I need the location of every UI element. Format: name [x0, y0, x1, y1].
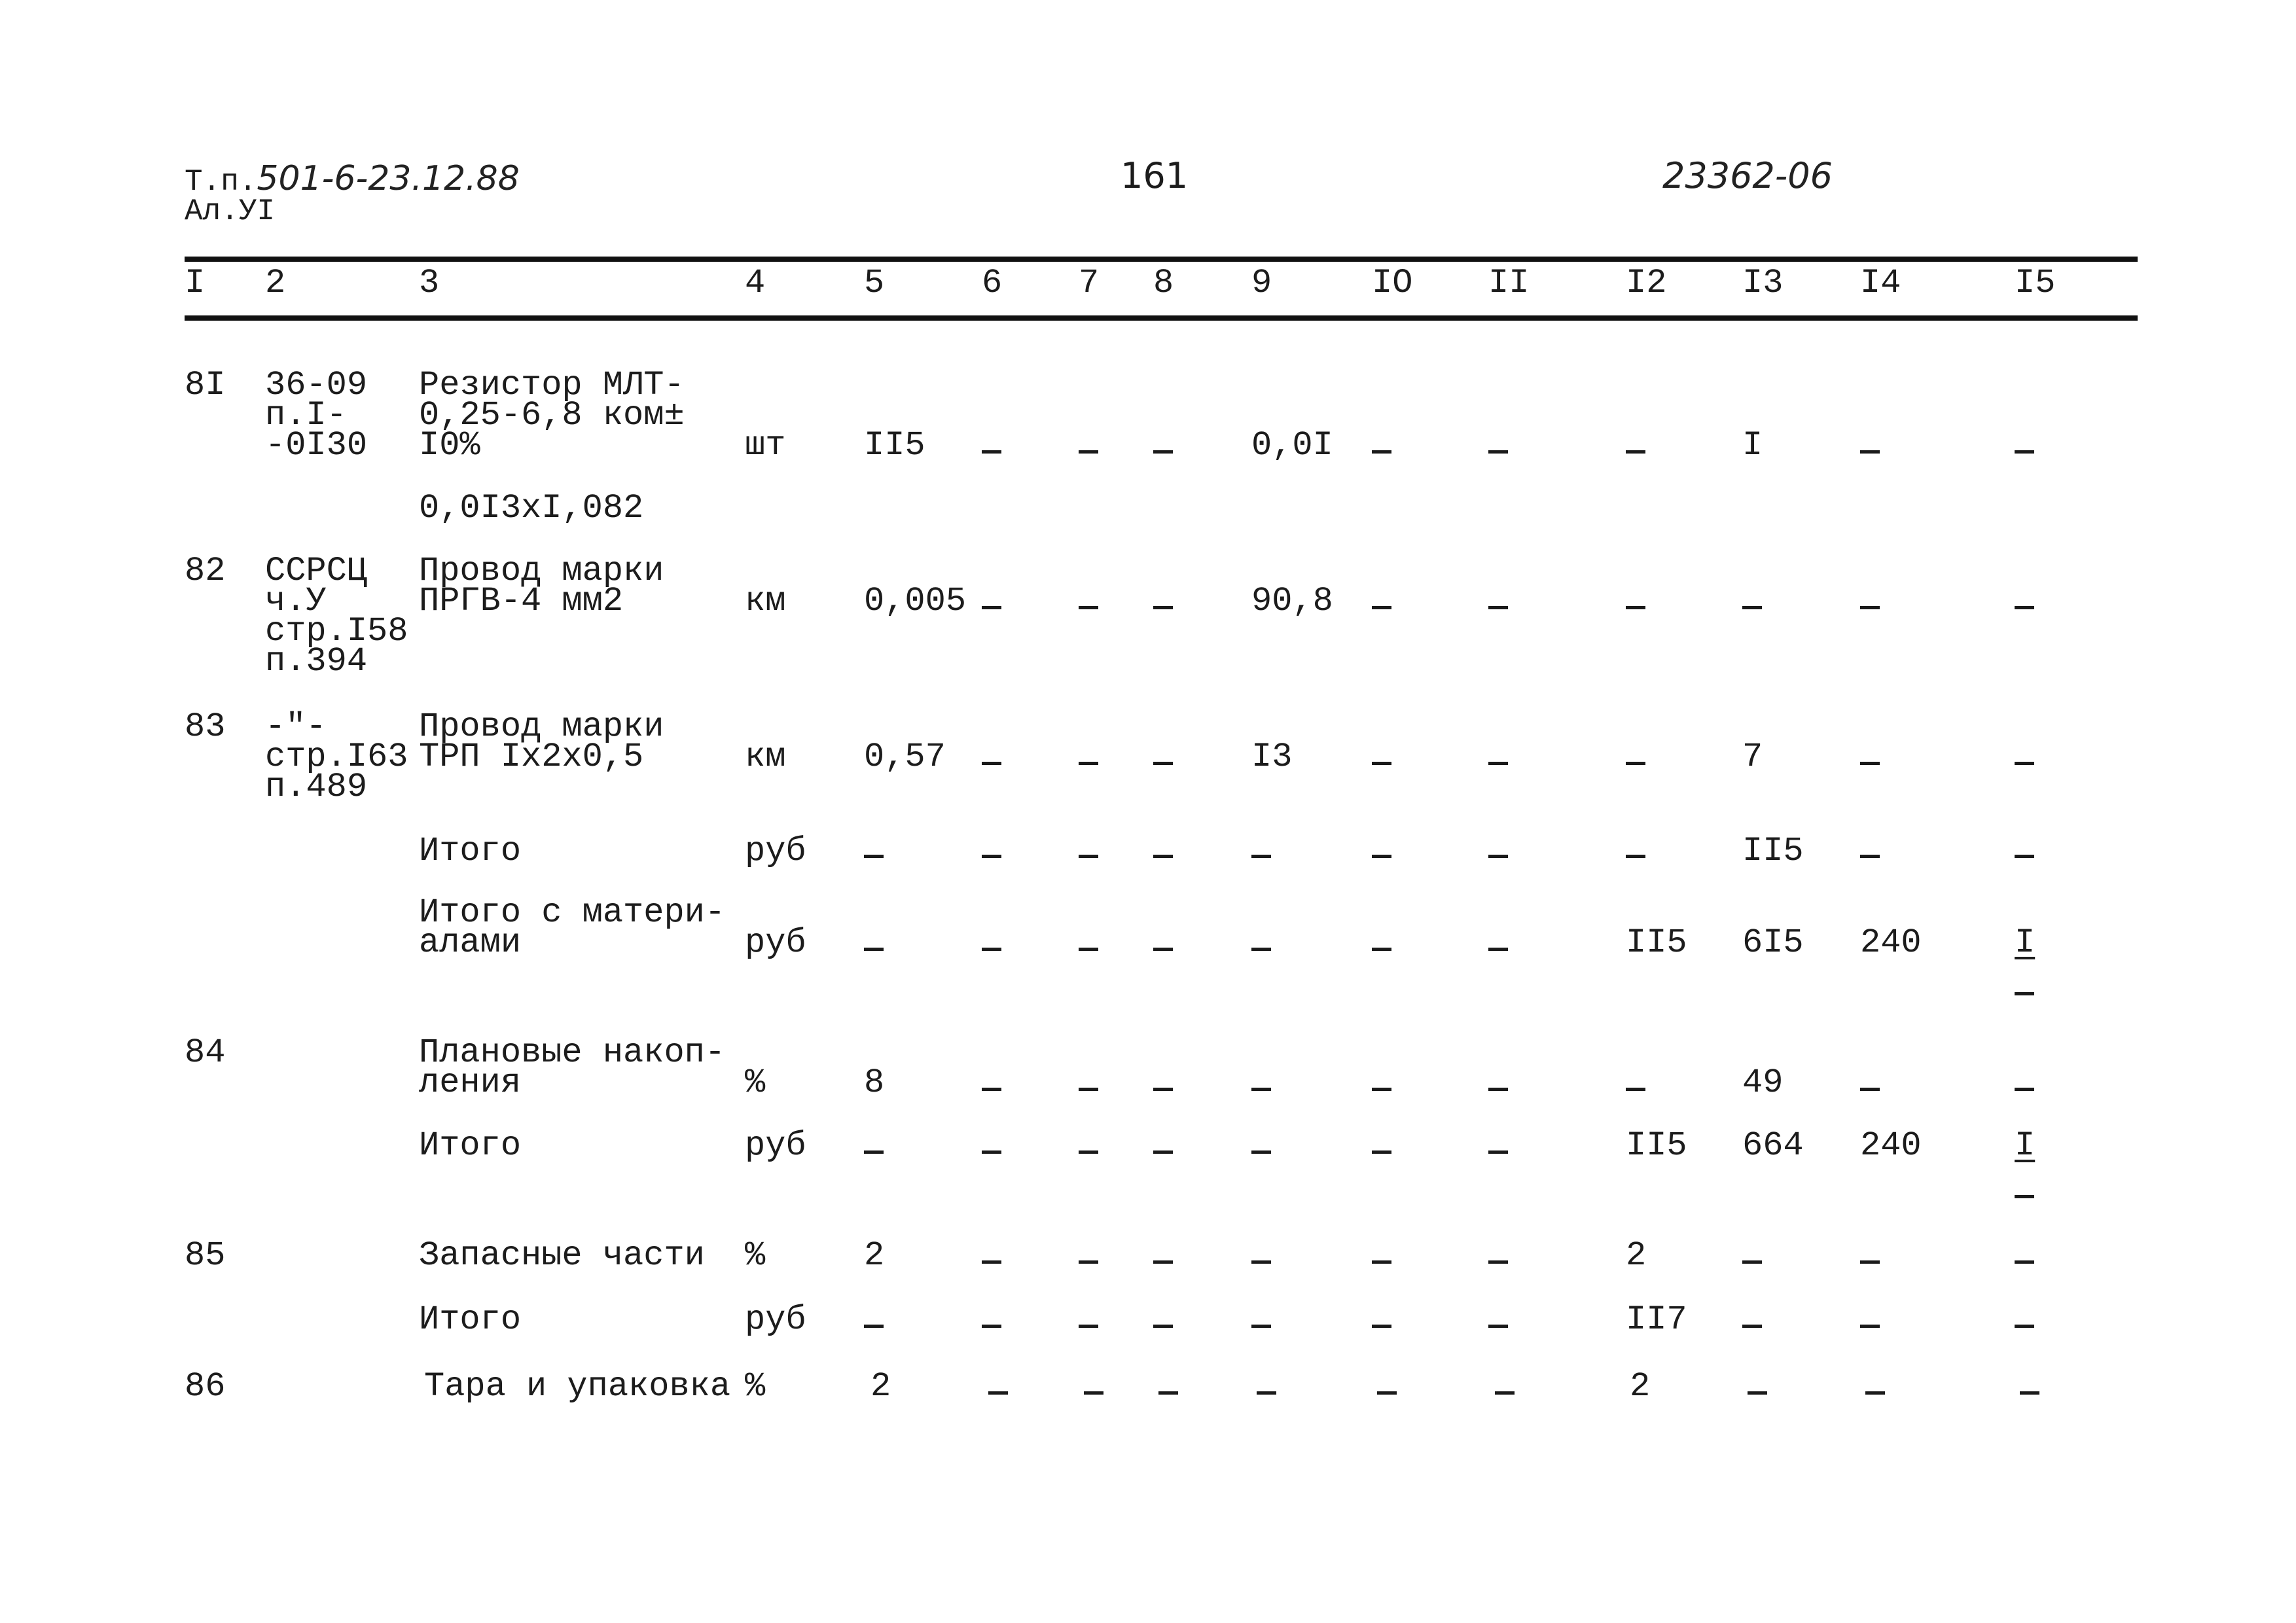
dash-mark — [1251, 1088, 1271, 1091]
item-name-line: ПРГВ-4 мм2 — [419, 582, 624, 620]
unit-cell: шт — [745, 426, 786, 465]
dash-mark — [1865, 1391, 1885, 1395]
item-name-line: Провод марки — [419, 552, 664, 590]
col13-cell: I — [1742, 426, 1763, 465]
item-name-line: Плановые накоп- — [419, 1033, 726, 1072]
dash-mark — [1251, 1325, 1271, 1328]
dash-mark — [1079, 606, 1098, 609]
item-name-line: 0,0I3хI,082 — [419, 489, 644, 527]
row-number: 85 — [185, 1236, 226, 1275]
unit-cell: руб — [745, 1126, 806, 1165]
dash-mark — [1372, 1260, 1391, 1264]
col13-cell: 7 — [1742, 738, 1763, 776]
col-num-7: 7 — [1079, 264, 1100, 302]
dash-mark — [1860, 606, 1880, 609]
dash-mark — [1748, 1391, 1767, 1395]
quantity-cell: 0,57 — [864, 738, 946, 776]
dash-mark — [864, 948, 884, 951]
dash-mark — [1860, 762, 1880, 765]
doc-number: 23362-06 — [1662, 155, 1833, 196]
dash-mark — [1488, 1325, 1508, 1328]
dash-mark — [1079, 1088, 1098, 1091]
col-num-10: IO — [1372, 264, 1413, 302]
normative-ref-line: ССРСЦ — [265, 552, 368, 590]
dash-mark — [982, 1325, 1001, 1328]
dash-mark — [1153, 762, 1173, 765]
dash-mark — [982, 606, 1001, 609]
dash-mark — [1084, 1391, 1103, 1395]
dash-mark — [1377, 1391, 1397, 1395]
dash-mark — [1860, 1325, 1880, 1328]
col-num-6: 6 — [982, 264, 1003, 302]
quantity-cell: 2 — [870, 1367, 891, 1406]
dash-mark — [864, 1325, 884, 1328]
dash-mark — [1626, 762, 1645, 765]
item-name-line: 0,25-6,8 ком± — [419, 396, 685, 435]
col-num-9: 9 — [1251, 264, 1272, 302]
dash-mark — [1251, 1150, 1271, 1154]
dash-mark — [1626, 855, 1645, 858]
dash-mark — [1153, 855, 1173, 858]
col15-cell: I — [2015, 1126, 2036, 1165]
normative-ref-line: ч.У — [265, 582, 327, 620]
dash-mark — [1079, 948, 1098, 951]
dash-mark — [864, 855, 884, 858]
dash-mark — [982, 1260, 1001, 1264]
normative-ref-line: стр.I63 — [265, 738, 408, 776]
item-name-line: Итого — [419, 1126, 522, 1165]
dash-mark — [2015, 762, 2034, 765]
page-number: 161 — [1121, 155, 1189, 196]
table-top-rule — [185, 257, 2138, 262]
dash-mark — [2015, 606, 2034, 609]
dash-mark — [2015, 992, 2034, 995]
dash-mark — [2015, 1195, 2034, 1198]
dash-mark — [1626, 606, 1645, 609]
col12-cell: II7 — [1626, 1300, 1687, 1339]
dash-mark — [1372, 606, 1391, 609]
project-code: 501-6-23.12.88 — [257, 159, 520, 198]
dash-mark — [1372, 450, 1391, 454]
dash-mark — [1488, 1150, 1508, 1154]
dash-mark — [982, 1088, 1001, 1091]
item-name-line: алами — [419, 923, 522, 962]
row-number: 84 — [185, 1033, 226, 1072]
dash-mark — [1626, 1088, 1645, 1091]
dash-mark — [982, 450, 1001, 454]
item-name-line: Провод марки — [419, 707, 664, 746]
item-name-line: ления — [419, 1063, 522, 1102]
dash-mark — [864, 1150, 884, 1154]
dash-mark — [1495, 1391, 1515, 1395]
normative-ref-line: п.394 — [265, 642, 368, 681]
item-name-line: ТРП Iх2х0,5 — [419, 738, 644, 776]
dash-mark — [1079, 1325, 1098, 1328]
project-prefix: Т.п. — [185, 165, 257, 199]
dash-mark — [1251, 1260, 1271, 1264]
row-number: 83 — [185, 707, 226, 746]
dash-mark — [1153, 1088, 1173, 1091]
col-num-12: I2 — [1626, 264, 1667, 302]
item-name-line: Итого с матери- — [419, 893, 726, 932]
col12-cell: II5 — [1626, 1126, 1687, 1165]
dash-mark — [1158, 1391, 1178, 1395]
doc-header-project — [185, 159, 520, 199]
item-name-line: Запасные части — [419, 1236, 705, 1275]
quantity-cell: 2 — [864, 1236, 885, 1275]
dash-mark — [1860, 855, 1880, 858]
col13-cell: 49 — [1742, 1063, 1784, 1102]
col-num-4: 4 — [745, 264, 766, 302]
dash-mark — [1372, 948, 1391, 951]
item-name-line: Тара и упаковка — [424, 1367, 731, 1406]
dash-mark — [2015, 450, 2034, 454]
dash-mark — [1372, 1150, 1391, 1154]
unit-cell: руб — [745, 923, 806, 962]
col-num-13: I3 — [1742, 264, 1784, 302]
dash-mark — [982, 948, 1001, 951]
dash-mark — [1153, 948, 1173, 951]
normative-ref-line: п.489 — [265, 768, 368, 806]
dash-mark — [2020, 1391, 2039, 1395]
col15-cell: I — [2015, 923, 2036, 962]
dash-mark — [1257, 1391, 1276, 1395]
quantity-cell: 8 — [864, 1063, 885, 1102]
dash-mark — [1153, 1325, 1173, 1328]
dash-mark — [1079, 450, 1098, 454]
col12-cell: 2 — [1630, 1367, 1651, 1406]
normative-ref-line: -0I30 — [265, 426, 368, 465]
col-num-14: I4 — [1860, 264, 1901, 302]
col12-cell: II5 — [1626, 923, 1687, 962]
dash-mark — [1372, 1325, 1391, 1328]
dash-mark — [1488, 1088, 1508, 1091]
col-num-11: II — [1488, 264, 1530, 302]
dash-mark — [1153, 450, 1173, 454]
dash-mark — [2015, 1260, 2034, 1264]
col9-cell: 90,8 — [1251, 582, 1333, 620]
dash-mark — [1742, 606, 1762, 609]
dash-mark — [2015, 1325, 2034, 1328]
dash-mark — [1372, 762, 1391, 765]
item-name-line: I0% — [419, 426, 480, 465]
dash-mark — [1488, 450, 1508, 454]
quantity-cell: II5 — [864, 426, 925, 465]
dash-mark — [1153, 606, 1173, 609]
quantity-cell: 0,005 — [864, 582, 967, 620]
col14-cell: 240 — [1860, 1126, 1922, 1165]
dash-mark — [1742, 1325, 1762, 1328]
normative-ref-line: 36-09 — [265, 366, 368, 404]
dash-mark — [982, 1150, 1001, 1154]
dash-mark — [1251, 948, 1271, 951]
dash-mark — [1626, 450, 1645, 454]
item-name-line: Итого — [419, 1300, 522, 1339]
col13-cell: 6I5 — [1742, 923, 1804, 962]
normative-ref-line: п.I- — [265, 396, 347, 435]
col-num-15: I5 — [2015, 264, 2056, 302]
unit-cell: % — [745, 1236, 766, 1275]
dash-mark — [1488, 948, 1508, 951]
dash-mark — [1079, 1260, 1098, 1264]
col9-cell: 0,0I — [1251, 426, 1333, 465]
row-number: 8I — [185, 366, 226, 404]
col-num-5: 5 — [864, 264, 885, 302]
dash-mark — [1860, 450, 1880, 454]
item-name-line: Итого — [419, 832, 522, 870]
row-number: 82 — [185, 552, 226, 590]
dash-mark — [1488, 762, 1508, 765]
dash-mark — [1860, 1088, 1880, 1091]
unit-cell: % — [745, 1063, 766, 1102]
dash-mark — [1742, 1260, 1762, 1264]
dash-mark — [1251, 855, 1271, 858]
unit-cell: руб — [745, 832, 806, 870]
dash-mark — [1153, 1150, 1173, 1154]
col13-cell: II5 — [1742, 832, 1804, 870]
dash-mark — [982, 762, 1001, 765]
col12-cell: 2 — [1626, 1236, 1647, 1275]
dash-mark — [1079, 855, 1098, 858]
dash-mark — [988, 1391, 1008, 1395]
col-num-3: 3 — [419, 264, 440, 302]
col13-cell: 664 — [1742, 1126, 1804, 1165]
dash-mark — [1372, 1088, 1391, 1091]
col-num-8: 8 — [1153, 264, 1174, 302]
item-name-line: Резистор МЛТ- — [419, 366, 685, 404]
dash-mark — [1372, 855, 1391, 858]
dash-mark — [2015, 1088, 2034, 1091]
dash-mark — [1488, 1260, 1508, 1264]
dash-mark — [982, 855, 1001, 858]
dash-mark — [1079, 1150, 1098, 1154]
column-number-rule — [185, 315, 2138, 321]
dash-mark — [1488, 855, 1508, 858]
normative-ref-line: стр.I58 — [265, 612, 408, 651]
col-num-2: 2 — [265, 264, 286, 302]
dash-mark — [1153, 1260, 1173, 1264]
unit-cell: км — [745, 738, 786, 776]
col-num-1: I — [185, 264, 206, 302]
dash-mark — [1488, 606, 1508, 609]
dash-mark — [1079, 762, 1098, 765]
normative-ref-line: -"- — [265, 707, 327, 746]
col14-cell: 240 — [1860, 923, 1922, 962]
unit-cell: руб — [745, 1300, 806, 1339]
col9-cell: I3 — [1251, 738, 1293, 776]
unit-cell: км — [745, 582, 786, 620]
dash-mark — [2015, 855, 2034, 858]
dash-mark — [1860, 1260, 1880, 1264]
unit-cell: % — [745, 1367, 766, 1406]
album-label: Ал.УI — [185, 194, 276, 228]
row-number: 86 — [185, 1367, 226, 1406]
